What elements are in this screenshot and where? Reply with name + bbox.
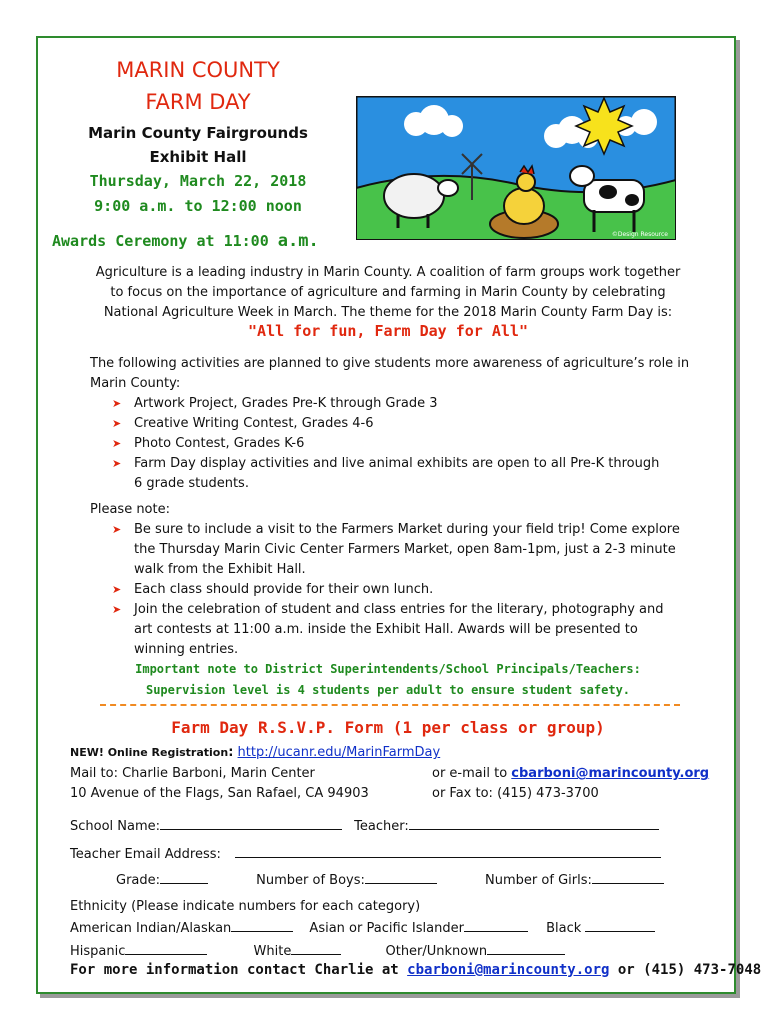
ethnicity-row2 — [70, 941, 710, 961]
contact-email-link[interactable]: cbarboni@marincounty.org — [407, 962, 610, 978]
important-note-heading: Important note to District Superintendents/School Principals/Teachers: — [135, 662, 641, 676]
ethnicity-row1 — [70, 918, 710, 938]
rsvp-form-title: Farm Day R.S.V.P. Form (1 per class or group) — [171, 718, 605, 737]
boys-field[interactable] — [365, 870, 437, 884]
farm-illustration — [356, 96, 676, 240]
intro-line: National Agriculture Week in March. The theme for the 2018 Marin County Farm Day is: — [103, 305, 673, 320]
arrow-bullet-icon: ➤ — [112, 397, 122, 410]
girls-field[interactable] — [592, 870, 664, 884]
black-label: Black — [546, 921, 582, 936]
list-item-text: Artwork Project, Grades Pre-K through Grade 3 — [134, 396, 438, 411]
registration-colon: : — [228, 745, 234, 760]
list-item — [90, 520, 700, 580]
list-item-text: the Thursday Marin Civic Center Farmers Market, open 8am-1pm, just a 2-3 minute — [134, 542, 676, 557]
cut-line-divider — [100, 704, 680, 706]
asian-field[interactable] — [464, 918, 528, 932]
notes-list — [90, 520, 700, 660]
girls-label: Number of Girls: — [485, 873, 592, 888]
flyer-page — [36, 36, 762, 994]
arrow-bullet-icon: ➤ — [112, 417, 122, 430]
grade-field[interactable] — [160, 870, 208, 884]
arrow-bullet-icon: ➤ — [112, 437, 122, 450]
ethnicity-label: Ethnicity (Please indicate numbers for each category) — [70, 899, 421, 914]
black-field[interactable] — [585, 918, 655, 932]
white-field[interactable] — [291, 941, 341, 955]
activities-intro-line: The following activities are planned to give students more awareness of agriculture’s role in — [90, 356, 690, 371]
registration-label: NEW! Online Registration — [70, 746, 229, 759]
intro-line: Agriculture is a leading industry in Marin County. A coalition of farm groups work together — [95, 265, 681, 280]
list-item-text: Each class should provide for their own lunch. — [134, 582, 434, 597]
event-date: Thursday, March 22, 2018 — [89, 172, 307, 190]
list-item-text: Farm Day display activities and live animal exhibits are open to all Pre-K through — [134, 456, 660, 471]
mail-to-text: Mail to: Charlie Barboni, Marin Center — [70, 766, 315, 781]
activities-intro-line: Marin County: — [90, 376, 181, 391]
list-item-text: Join the celebration of student and class entries for the literary, photography and — [134, 602, 664, 617]
american-indian-field[interactable] — [231, 918, 293, 932]
teacher-label: Teacher: — [354, 819, 409, 834]
mail-address-line2 — [70, 785, 710, 803]
arrow-bullet-icon: ➤ — [112, 583, 122, 596]
list-item — [90, 580, 700, 600]
awards-prefix: Awards Ceremony at 11:00 — [52, 232, 278, 250]
list-item — [90, 454, 700, 494]
hispanic-label: Hispanic — [70, 944, 126, 959]
list-item-text: 6 grade students. — [134, 476, 249, 491]
school-name-label: School Name: — [70, 819, 161, 834]
registration-link[interactable]: http://ucanr.edu/MarinFarmDay — [237, 745, 441, 760]
venue-name: Marin County Fairgrounds — [88, 124, 308, 142]
image-credit: ©Design Resource — [611, 231, 668, 238]
supervision-note: Supervision level is 4 students per adult to ensure student safety. — [145, 683, 631, 697]
venue-hall: Exhibit Hall — [149, 148, 247, 166]
contact-phone: or (415) 473-7048 — [609, 962, 762, 978]
arrow-bullet-icon: ➤ — [112, 457, 122, 470]
other-field[interactable] — [487, 941, 565, 955]
sun-icon — [576, 98, 632, 154]
list-item — [90, 394, 700, 414]
email-link[interactable]: cbarboni@marincounty.org — [511, 766, 710, 781]
list-item-text: Be sure to include a visit to the Farmers Market during your field trip! Come explore — [134, 522, 680, 537]
event-time: 9:00 a.m. to 12:00 noon — [94, 197, 302, 215]
contact-info — [70, 962, 762, 978]
list-item — [90, 434, 700, 454]
arrow-bullet-icon: ➤ — [112, 603, 122, 616]
fax-number: or Fax to: (415) 473-3700 — [432, 786, 599, 801]
arrow-bullet-icon: ➤ — [112, 523, 122, 536]
school-teacher-row — [70, 816, 710, 836]
street-address: 10 Avenue of the Flags, San Rafael, CA 94903 — [70, 786, 369, 801]
online-registration — [70, 744, 710, 762]
white-label: White — [253, 944, 292, 959]
asian-label: Asian or Pacific Islander — [309, 921, 464, 936]
event-title-line1: MARIN COUNTY — [116, 58, 280, 82]
awards-ceremony — [52, 231, 319, 251]
email-option — [432, 765, 709, 783]
notes-label: Please note: — [90, 502, 170, 517]
list-item-text: art contests at 11:00 a.m. inside the Exhibit Hall. Awards will be presented to — [134, 622, 638, 637]
teacher-field[interactable] — [409, 816, 659, 830]
intro-line: to focus on the importance of agriculture and farming in Marin County by celebrating — [110, 285, 666, 300]
list-item-text: Photo Contest, Grades K-6 — [134, 436, 305, 451]
american-indian-label: American Indian/Alaskan — [70, 921, 232, 936]
other-label: Other/Unknown — [385, 944, 488, 959]
farm-day-theme: "All for fun, Farm Day for All" — [248, 322, 528, 340]
event-title-line2: FARM DAY — [145, 90, 251, 114]
teacher-email-label: Teacher Email Address: — [70, 847, 221, 862]
activities-list — [90, 394, 700, 494]
teacher-email-field[interactable] — [235, 844, 661, 858]
boys-label: Number of Boys: — [256, 873, 365, 888]
email-prefix: or e-mail to — [432, 766, 512, 781]
hispanic-field[interactable] — [125, 941, 207, 955]
list-item-text: Creative Writing Contest, Grades 4-6 — [134, 416, 374, 431]
student-counts-row — [70, 870, 710, 890]
list-item-text: walk from the Exhibit Hall. — [134, 562, 306, 577]
contact-prefix: For more information contact Charlie at — [70, 962, 408, 978]
activities-intro — [90, 354, 700, 394]
mail-address-line1 — [70, 765, 710, 783]
awards-suffix: a.m. — [277, 231, 319, 251]
list-item — [90, 600, 700, 660]
school-name-field[interactable] — [160, 816, 342, 830]
intro-paragraph — [78, 263, 698, 323]
list-item-text: winning entries. — [134, 642, 239, 657]
grade-label: Grade: — [116, 873, 161, 888]
teacher-email-row — [70, 844, 710, 864]
list-item — [90, 414, 700, 434]
